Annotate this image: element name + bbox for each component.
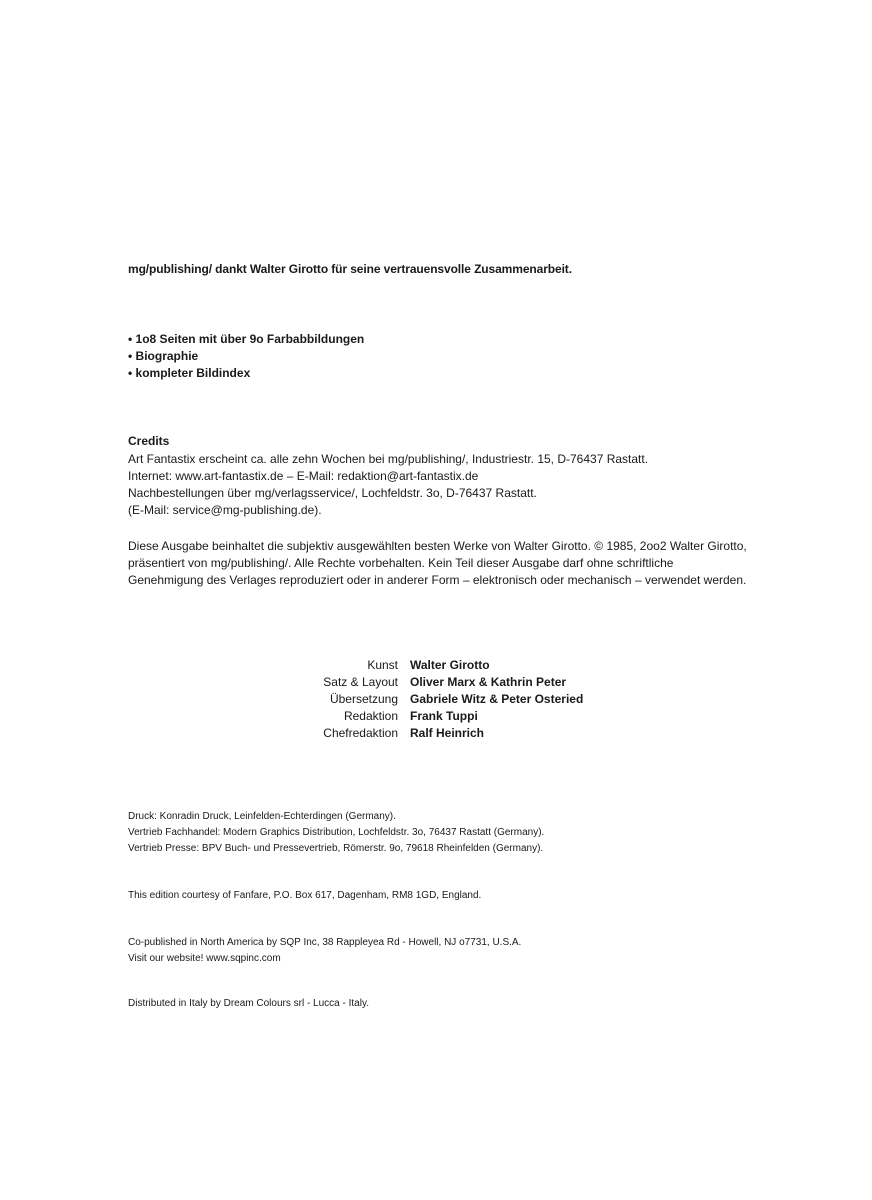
print-info-line: Druck: Konradin Druck, Leinfelden-Echterdingen (Germany).	[128, 811, 396, 822]
staff-role: Satz & Layout	[323, 675, 398, 689]
courtesy-line: This edition courtesy of Fanfare, P.O. Box 617, Dagenham, RM8 1GD, England.	[128, 890, 482, 901]
website-line: Visit our website! www.sqpinc.com	[128, 953, 281, 964]
staff-role: Kunst	[367, 658, 398, 672]
feature-item: • kompleter Bildindex	[128, 365, 364, 382]
credits-line: Internet: www.art-fantastix.de – E-Mail: redaktion@art-fantastix.de	[128, 469, 479, 483]
print-info-line: Vertrieb Presse: BPV Buch- und Pressevertrieb, Römerstr. 9o, 79618 Rheinfelden (Germany).	[128, 843, 544, 854]
staff-row	[250, 674, 670, 691]
credits-heading: Credits	[128, 434, 170, 448]
copyright-line: Diese Ausgabe beinhaltet die subjektiv ausgewählten besten Werke von Walter Girotto. © 1985, 2oo2 Walter Girotto,	[128, 539, 747, 553]
copublished-info	[128, 935, 521, 967]
staff-name: Oliver Marx & Kathrin Peter	[410, 675, 567, 689]
staff-name: Gabriele Witz & Peter Osteried	[410, 692, 584, 706]
staff-row	[250, 657, 670, 674]
copyright-line: Genehmigung des Verlages reproduziert oder in anderer Form – elektronisch oder mechanisch – verwendet werden.	[128, 573, 747, 587]
staff-row	[250, 708, 670, 725]
staff-list	[250, 657, 670, 742]
staff-name: Ralf Heinrich	[410, 726, 485, 740]
staff-name: Frank Tuppi	[410, 709, 478, 723]
credits-line: (E-Mail: service@mg-publishing.de).	[128, 503, 322, 517]
print-distribution-info	[128, 809, 544, 857]
staff-row	[250, 691, 670, 708]
copublished-line: Co-published in North America by SQP Inc, 38 Rappleyea Rd - Howell, NJ o7731, U.S.A.	[128, 937, 522, 948]
copyright-line: präsentiert von mg/publishing/. Alle Rechte vorbehalten. Kein Teil dieser Ausgabe darf ohne schriftliche	[128, 556, 674, 570]
print-info-line: Vertrieb Fachhandel: Modern Graphics Distribution, Lochfeldstr. 3o, 76437 Rastatt (Germany).	[128, 827, 545, 838]
staff-row	[250, 725, 670, 742]
staff-role: Redaktion	[343, 709, 398, 723]
thanks-line: mg/publishing/ dankt Walter Girotto für seine vertrauensvolle Zusammenarbeit.	[128, 262, 572, 276]
credits-line: Nachbestellungen über mg/verlagsservice/, Lochfeldstr. 3o, D-76437 Rastatt.	[128, 486, 537, 500]
staff-name: Walter Girotto	[410, 658, 490, 672]
italy-distribution-line: Distributed in Italy by Dream Colours srl - Lucca - Italy.	[128, 998, 370, 1009]
staff-role: Übersetzung	[329, 692, 398, 706]
feature-item: • 1o8 Seiten mit über 9o Farbabbildungen	[128, 331, 364, 348]
staff-role: Chefredaktion	[323, 726, 398, 740]
credits-body	[128, 451, 648, 519]
features-list	[128, 331, 364, 382]
copyright-notice	[128, 538, 747, 589]
credits-line: Art Fantastix erscheint ca. alle zehn Wochen bei mg/publishing/, Industriestr. 15, D-76437 Rastatt.	[128, 452, 649, 466]
feature-item: • Biographie	[128, 348, 364, 365]
